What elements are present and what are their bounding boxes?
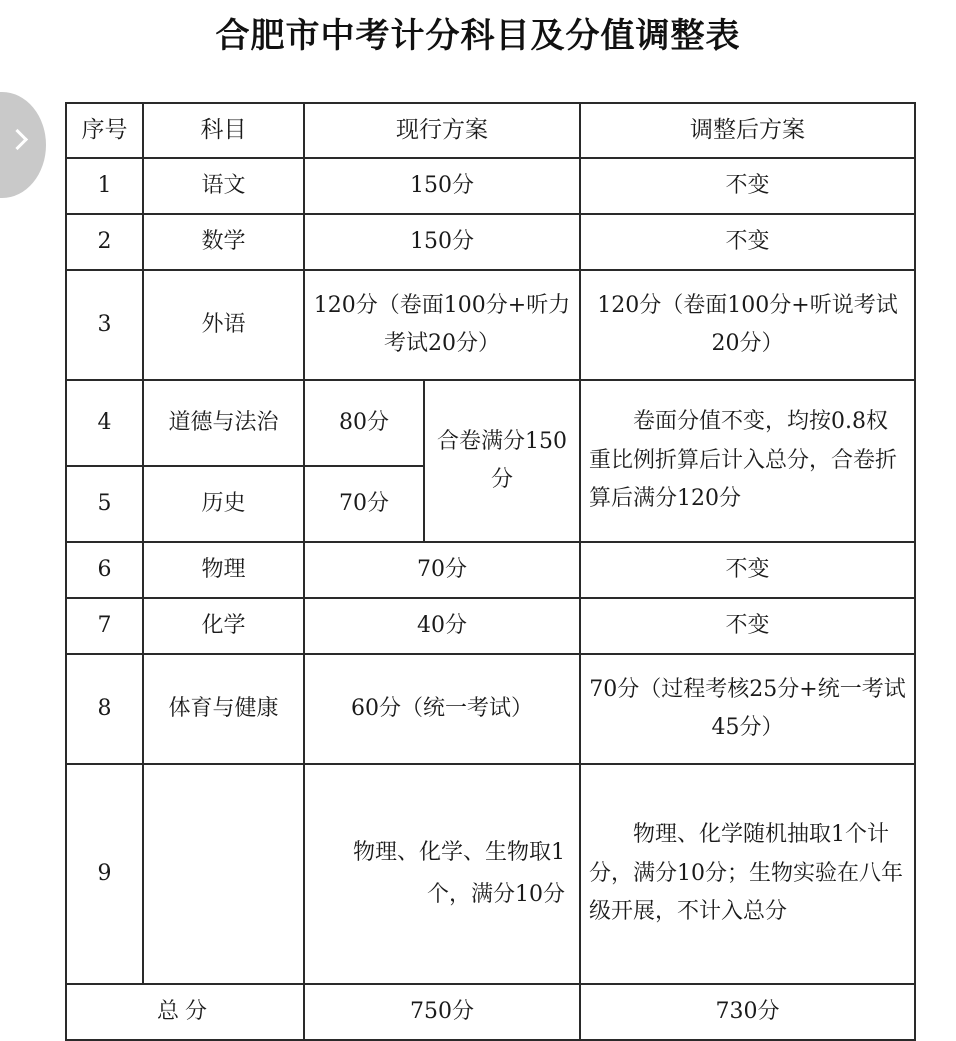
combined-adjusted: 卷面分值不变，均按0.8权重比例折算后计入总分，合卷折算后满分120分 <box>580 380 915 542</box>
row-current: 物理、化学、生物取1个，满分10分 <box>304 764 580 984</box>
row-adjusted: 不变 <box>580 158 915 214</box>
side-nav-tab[interactable] <box>0 92 46 198</box>
table-row <box>66 764 915 984</box>
row-no: 7 <box>66 598 143 654</box>
table-total-row <box>66 984 915 1040</box>
row-current: 150分 <box>304 158 580 214</box>
row-subject: 体育与健康 <box>143 654 304 764</box>
table-row <box>66 214 915 270</box>
row-subject: 语文 <box>143 158 304 214</box>
row-no: 9 <box>66 764 143 984</box>
row-adjusted: 不变 <box>580 598 915 654</box>
row-current: 120分（卷面100分+听力考试20分） <box>304 270 580 380</box>
row-adjusted: 不变 <box>580 542 915 598</box>
table-row <box>66 158 915 214</box>
chevron-right-icon[interactable] <box>7 129 28 150</box>
row-current: 80分 <box>304 380 424 466</box>
row-current: 70分 <box>304 542 580 598</box>
table-row <box>66 380 915 466</box>
row-current: 40分 <box>304 598 580 654</box>
row-no: 4 <box>66 380 143 466</box>
row-current: 60分（统一考试） <box>304 654 580 764</box>
row-subject: 道德与法治 <box>143 380 304 466</box>
table-header-row <box>66 103 915 158</box>
row-subject: 物理 <box>143 542 304 598</box>
header-adjusted: 调整后方案 <box>580 103 915 158</box>
score-adjustment-table <box>65 102 916 1041</box>
row-subject: 历史 <box>143 466 304 542</box>
row-adjusted: 不变 <box>580 214 915 270</box>
row-no: 2 <box>66 214 143 270</box>
table-row <box>66 654 915 764</box>
row-current: 70分 <box>304 466 424 542</box>
row-subject <box>143 764 304 984</box>
row-no: 3 <box>66 270 143 380</box>
page-title: 合肥市中考计分科目及分值调整表 <box>215 16 741 56</box>
row-subject: 外语 <box>143 270 304 380</box>
table-row <box>66 542 915 598</box>
row-no: 5 <box>66 466 143 542</box>
table-row <box>66 598 915 654</box>
row-adjusted: 120分（卷面100分+听说考试20分） <box>580 270 915 380</box>
header-no: 序号 <box>66 103 143 158</box>
row-subject: 数学 <box>143 214 304 270</box>
header-subject: 科目 <box>143 103 304 158</box>
total-current: 750分 <box>304 984 580 1040</box>
row-subject: 化学 <box>143 598 304 654</box>
row-adjusted: 70分（过程考核25分+统一考试45分） <box>580 654 915 764</box>
row-no: 8 <box>66 654 143 764</box>
table-row <box>66 270 915 380</box>
row-no: 1 <box>66 158 143 214</box>
combined-current: 合卷满分150分 <box>424 380 580 542</box>
row-adjusted: 物理、化学随机抽取1个计分，满分10分；生物实验在八年级开展，不计入总分 <box>580 764 915 984</box>
row-no: 6 <box>66 542 143 598</box>
row-current: 150分 <box>304 214 580 270</box>
header-current: 现行方案 <box>304 103 580 158</box>
total-label: 总分 <box>66 984 304 1040</box>
total-adjusted: 730分 <box>580 984 915 1040</box>
